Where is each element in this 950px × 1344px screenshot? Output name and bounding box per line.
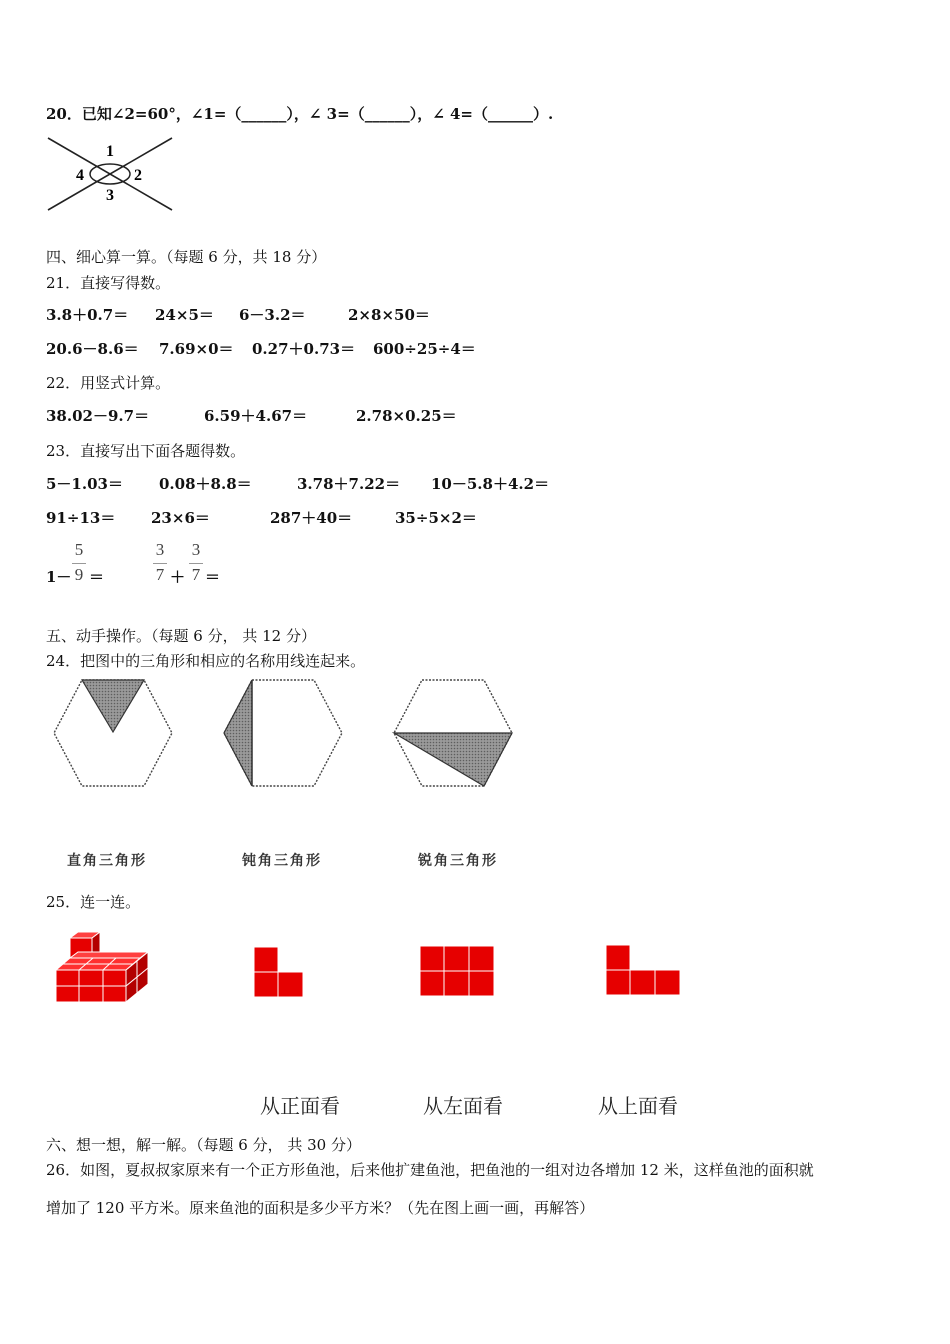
q23-item-5: 91÷13＝ — [46, 509, 116, 527]
q23-frac2-plus: ＋ — [170, 568, 186, 586]
q22-item-2: 6.59＋4.67＝ — [204, 407, 308, 425]
q23-item-2: 0.08＋8.8＝ — [159, 475, 252, 493]
q23-item-1: 5－1.03＝ — [46, 475, 123, 493]
q23-item-3: 3.78＋7.22＝ — [297, 475, 401, 493]
q23-item-7: 287＋40＝ — [270, 509, 353, 527]
q21-item-2: 24×5＝ — [155, 306, 214, 324]
name-acute-triangle: 锐角三角形 — [418, 853, 498, 869]
q21-item-4: 2×8×50＝ — [348, 306, 430, 324]
angle-label-2: 2 — [134, 167, 142, 184]
cube-solid-figure — [52, 930, 152, 1006]
q26-line-1: 26．如图，夏叔叔家原来有一个正方形鱼池，后来他扩建鱼池，把鱼池的一组对边各增加 12 米，这样鱼池的面积就 — [46, 1161, 814, 1179]
hexagon-3 — [394, 680, 512, 786]
q23-item-8: 35÷5×2＝ — [395, 509, 477, 527]
fraction-bar — [189, 563, 203, 564]
section-4-title: 四、细心算一算。（每题 6 分，共 18 分） — [46, 248, 327, 266]
q23-frac2-denominator-1: 7 — [155, 565, 165, 584]
q20-text: 20．已知∠2=60°，∠1=（______），∠ 3=（______），∠ 4=（______）. — [46, 105, 554, 123]
intersecting-lines-figure — [44, 134, 176, 214]
view-shape-1 — [253, 946, 305, 998]
label-left-view: 从左面看 — [423, 1094, 503, 1118]
q21-item-7: 0.27＋0.73＝ — [252, 340, 356, 358]
q21-item-3: 6－3.2＝ — [239, 306, 306, 324]
q24-title: 24．把图中的三角形和相应的名称用线连起来。 — [46, 652, 366, 670]
q23-item-6: 23×6＝ — [151, 509, 210, 527]
section-5-title: 五、动手操作。（每题 6 分， 共 12 分） — [46, 627, 316, 645]
angle-label-4: 4 — [76, 167, 84, 184]
q23-frac1-equals: ＝ — [89, 568, 105, 586]
q23-frac2-denominator-2: 7 — [191, 565, 201, 584]
q23-frac2-numerator-1: 3 — [155, 540, 165, 559]
q23-frac1-denominator: 9 — [74, 565, 84, 584]
q23-item-4: 10－5.8＋4.2＝ — [431, 475, 550, 493]
section-6-title: 六、想一想，解一解。（每题 6 分， 共 30 分） — [46, 1136, 361, 1154]
q22-title: 22．用竖式计算。 — [46, 374, 171, 392]
q23-frac2-numerator-2: 3 — [191, 540, 201, 559]
label-top-view: 从上面看 — [598, 1094, 678, 1118]
name-obtuse-triangle: 钝角三角形 — [242, 853, 322, 869]
angle-label-1: 1 — [106, 143, 114, 160]
q22-item-1: 38.02－9.7＝ — [46, 407, 150, 425]
q23-frac1-numerator: 5 — [74, 540, 84, 559]
hexagon-1 — [54, 680, 172, 786]
label-front-view: 从正面看 — [260, 1094, 340, 1118]
hexagon-2 — [224, 680, 342, 786]
q21-item-5: 20.6－8.6＝ — [46, 340, 139, 358]
fraction-bar — [72, 563, 86, 564]
q23-frac1-prefix: 1－ — [46, 568, 72, 586]
q25-title: 25．连一连。 — [46, 893, 141, 911]
name-right-triangle: 直角三角形 — [67, 853, 147, 869]
q23-frac2-equals: ＝ — [205, 568, 221, 586]
fraction-bar — [153, 563, 167, 564]
angle-label-3: 3 — [106, 187, 114, 204]
q26-line-2: 增加了 120 平方米。原来鱼池的面积是多少平方米？（先在图上画一画，再解答） — [46, 1199, 595, 1217]
view-shape-3 — [605, 944, 681, 996]
q21-item-8: 600÷25÷4＝ — [373, 340, 476, 358]
q21-item-6: 7.69×0＝ — [159, 340, 234, 358]
q23-title: 23．直接写出下面各题得数。 — [46, 442, 246, 460]
hexagon-figures — [44, 672, 524, 794]
view-shape-2 — [419, 945, 495, 997]
q21-title: 21．直接写得数。 — [46, 274, 171, 292]
q21-item-1: 3.8＋0.7＝ — [46, 306, 129, 324]
q22-item-3: 2.78×0.25＝ — [356, 407, 457, 425]
